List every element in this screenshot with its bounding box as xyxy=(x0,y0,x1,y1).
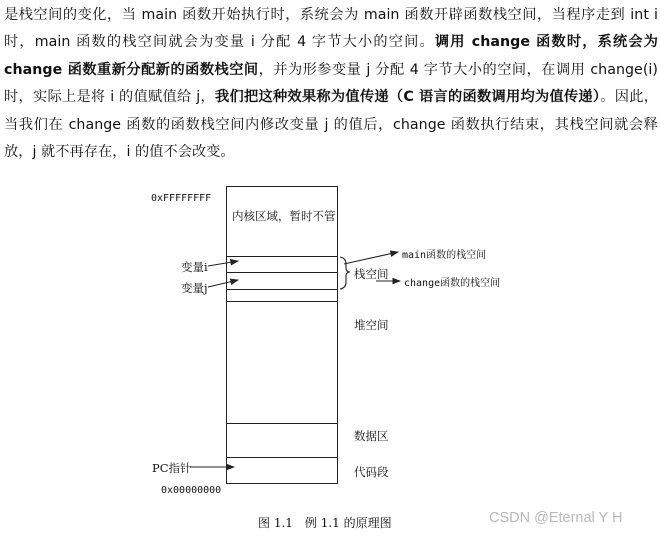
para-text-1: 是栈空间的变化，当 main 函数开始执行时，系统会为 main 函数开辟函数栈空间，当程序走到 int i 时，main 函数的栈空间就会为变量 i 分配 4 字节大小的空间。 xyxy=(4,7,658,51)
heap-label: 堆空间 xyxy=(354,318,389,332)
stack-space-label: 栈空间 xyxy=(354,267,389,281)
para-text-3: 。因此，当我们在 change 函数的函数栈空间内修改变量 j 的值后，change 函数执行结束，其栈空间就会释放，j 就不再存在，i 的值不会改变。 xyxy=(4,89,658,161)
main-stack-label: main函数的栈空间 xyxy=(402,250,487,261)
figure-caption: 图 1.1 例 1.1 的原理图 xyxy=(258,516,392,530)
var-j-label: 变量j xyxy=(181,281,208,295)
pc-pointer-label: PC指针 xyxy=(152,461,192,475)
var-i-label: 变量i xyxy=(181,260,208,274)
para-text-2: ，并为形参变量 j 分配 4 字节大小的空间，在调用 change(i)时，实际上是将 i 的值赋值给 j， xyxy=(4,61,658,106)
watermark: CSDN @Eternal Y H xyxy=(489,510,623,526)
address-top-label: 0xFFFFFFFF xyxy=(151,193,212,204)
stack-brace xyxy=(340,257,350,289)
para-bold-2: 我们把这种效果称为值传递（C 语言的函数调用均为值传递） xyxy=(215,89,601,106)
var-i-arrow xyxy=(208,261,238,266)
main-stack-arrow xyxy=(344,252,398,264)
var-j-arrow xyxy=(208,280,238,287)
kernel-region-label: 内核区域，暂时不管 xyxy=(232,209,336,223)
address-bottom-label: 0x00000000 xyxy=(161,485,222,496)
code-segment-label: 代码段 xyxy=(354,465,389,479)
data-region-label: 数据区 xyxy=(354,429,389,443)
para-bold-1: 调用 change 函数时，系统会为 change 函数重新分配新的函数栈空间 xyxy=(4,34,658,78)
change-stack-label: change函数的栈空间 xyxy=(404,278,501,289)
